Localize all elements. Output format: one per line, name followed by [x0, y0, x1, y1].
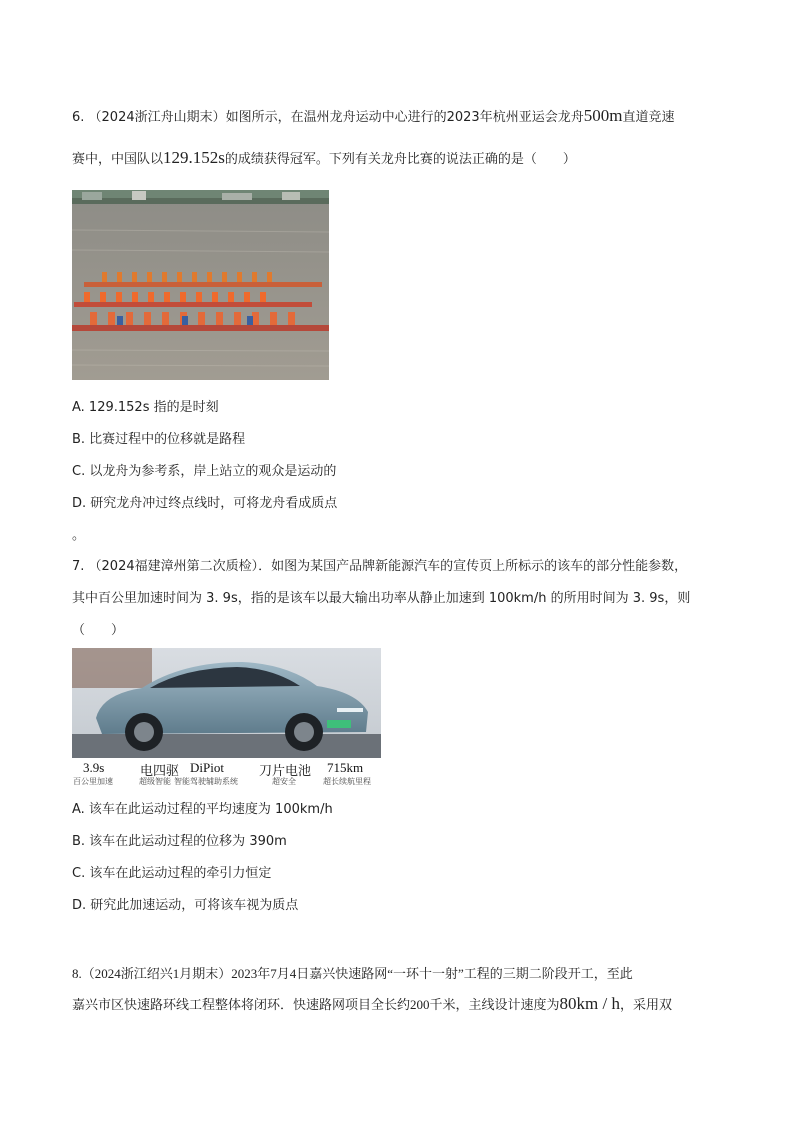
spec-value-drive: 电四驱: [140, 763, 180, 778]
q6-trailing-mark: 。: [72, 528, 86, 543]
q6-time: 129.152s: [163, 148, 225, 167]
q8-line-1: 8.（2024浙江绍兴1月期末）2023年7月4日嘉兴快速路网“一环十一射”工程的三期二阶段开工，至此: [72, 966, 633, 981]
spec-value-range: 715km: [327, 760, 364, 775]
q8-text: ，采用双: [619, 997, 672, 1012]
q6-option-d: D. 研究龙舟冲过终点线时，可将龙舟看成质点: [72, 496, 338, 511]
q7-option-a: A. 该车在此运动过程的平均速度为 100km/h: [72, 802, 333, 817]
spec-value-accel: 3.9s: [83, 760, 105, 775]
q7-line-1: 7. （2024福建漳州第二次质检）．如图为某国产品牌新能源汽车的宣传页上所标示的该车的部分性能参数，: [72, 559, 688, 574]
q6-text: 6. （2024浙江舟山期末）如图所示，在温州龙舟运动中心进行的2023年杭州亚运会龙舟: [72, 110, 584, 125]
spec-desc-dipilot: 智能驾驶辅助系统: [174, 777, 238, 786]
spec-desc-battery: 超安全: [272, 777, 296, 786]
q7-line-2: 其中百公里加速时间为 3. 9s，指的是该车以最大输出功率从静止加速到 100km/h 的所用时间为 3. 9s，则: [72, 591, 691, 606]
spec-value-dipilot: DiPiot: [190, 760, 224, 775]
q6-text: 的成绩获得冠军。下列有关龙舟比赛的说法正确的是（ ）: [224, 152, 576, 167]
q6-text: 赛中，中国队以: [72, 152, 164, 167]
spec-desc-drive: 超级智能: [139, 777, 171, 786]
q7-option-b: B. 该车在此运动过程的位移为 390m: [72, 834, 287, 849]
q6-line-1: [72, 106, 674, 128]
q6-option-a: A. 129.152s 指的是时刻: [72, 400, 219, 415]
q7-option-d: D. 研究此加速运动，可将该车视为质点: [72, 898, 299, 913]
q6-distance: 500m: [583, 106, 623, 125]
car-photo: [72, 648, 381, 758]
spec-desc-accel: 百公里加速: [73, 777, 113, 786]
q6-option-b: B. 比赛过程中的位移就是路程: [72, 432, 246, 447]
q8-line-2: [72, 994, 672, 1015]
spec-desc-range: 超长续航里程: [323, 777, 371, 786]
q6-option-c: C. 以龙舟为参考系，岸上站立的观众是运动的: [72, 464, 337, 479]
q8-text: 嘉兴市区快速路环线工程整体将闭环．快速路网项目全长约200千米，主线设计速度为: [72, 997, 560, 1012]
q6-line-2: [72, 148, 576, 170]
q6-text: 直道竞速: [622, 110, 675, 125]
spec-value-battery: 刀片电池: [259, 763, 312, 778]
q7-line-3: （ ）: [72, 623, 125, 638]
q7-option-c: C. 该车在此运动过程的牵引力恒定: [72, 866, 272, 881]
q8-speed: 80km / h: [559, 994, 620, 1013]
dragon-boat-photo: [72, 190, 329, 380]
